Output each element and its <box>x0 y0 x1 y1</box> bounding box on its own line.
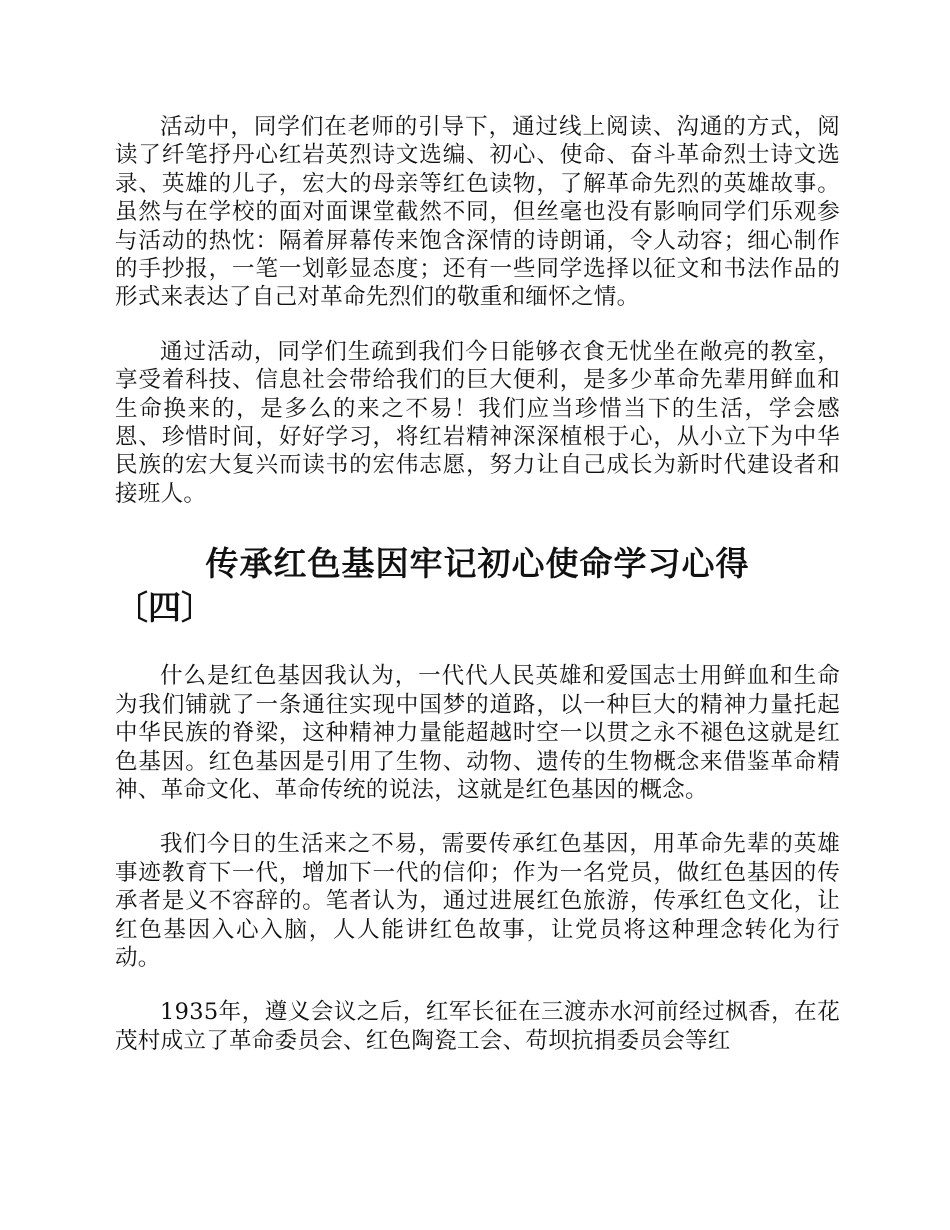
paragraph-inheritance: 我们今日的生活来之不易，需要传承红色基因，用革命先辈的英雄事迹教育下一代，增加下一代的信仰；作为一名党员，做红色基因的传承者是义不容辞的。笔者认为，通过进展红色旅游，传承红色文化，让红色基因入心入脑，人人能讲红色故事，让党员将这种理念转化为行动。 <box>115 831 840 971</box>
paragraph-history: 1935年，遵义会议之后，红军长征在三渡赤水河前经过枫香，在花茂村成立了革命委员会、红色陶瓷工会、苟坝抗捐委员会等红 <box>115 999 840 1054</box>
paragraph-activity: 活动中，同学们在老师的引导下，通过线上阅读、沟通的方式，阅读了纤笔抒丹心红岩英烈诗文选编、初心、使命、奋斗革命烈士诗文选录、英雄的儿子，宏大的母亲等红色读物，了解革命先烈的英雄故事。虽然与在学校的面对面课堂截然不同，但丝毫也没有影响同学们乐观参与活动的热忱：隔着屏幕传来饱含深情的诗朗诵，令人动容；细心制作的手抄报，一笔一划彰显态度；还有一些同学选择以征文和书法作品的形式来表达了自己对革命先烈们的敬重和缅怀之情。 <box>115 114 840 311</box>
document-body <box>115 113 840 1055</box>
section-heading-number: 〔四〕 <box>115 588 214 628</box>
paragraph-reflection: 通过活动，同学们生疏到我们今日能够衣食无忧坐在敞亮的教室，享受着科技、信息社会带给我们的巨大便利，是多少革命先辈用鲜血和生命换来的，是多么的来之不易！我们应当珍惜当下的生活，学会感恩、珍惜时间，好好学习，将红岩精神深深植根于心，从小立下为中华民族的宏大复兴而读书的宏伟志愿，努力让自己成长为新时代建设者和接班人。 <box>115 338 840 507</box>
section-heading: 传承红色基因牢记初心使命学习心得 <box>205 544 750 584</box>
paragraph-red-gene-definition: 什么是红色基因我认为，一代代人民英雄和爱国志士用鲜血和生命为我们铺就了一条通往实现中国梦的道路，以一种巨大的精神力量托起中华民族的脊梁，这种精神力量能超越时空一以贯之永不褪色这就是红色基因。红色基因是引用了生物、动物、遗传的生物概念来借鉴革命精神、革命文化、革命传统的说法，这就是红色基因的概念。 <box>115 663 840 803</box>
